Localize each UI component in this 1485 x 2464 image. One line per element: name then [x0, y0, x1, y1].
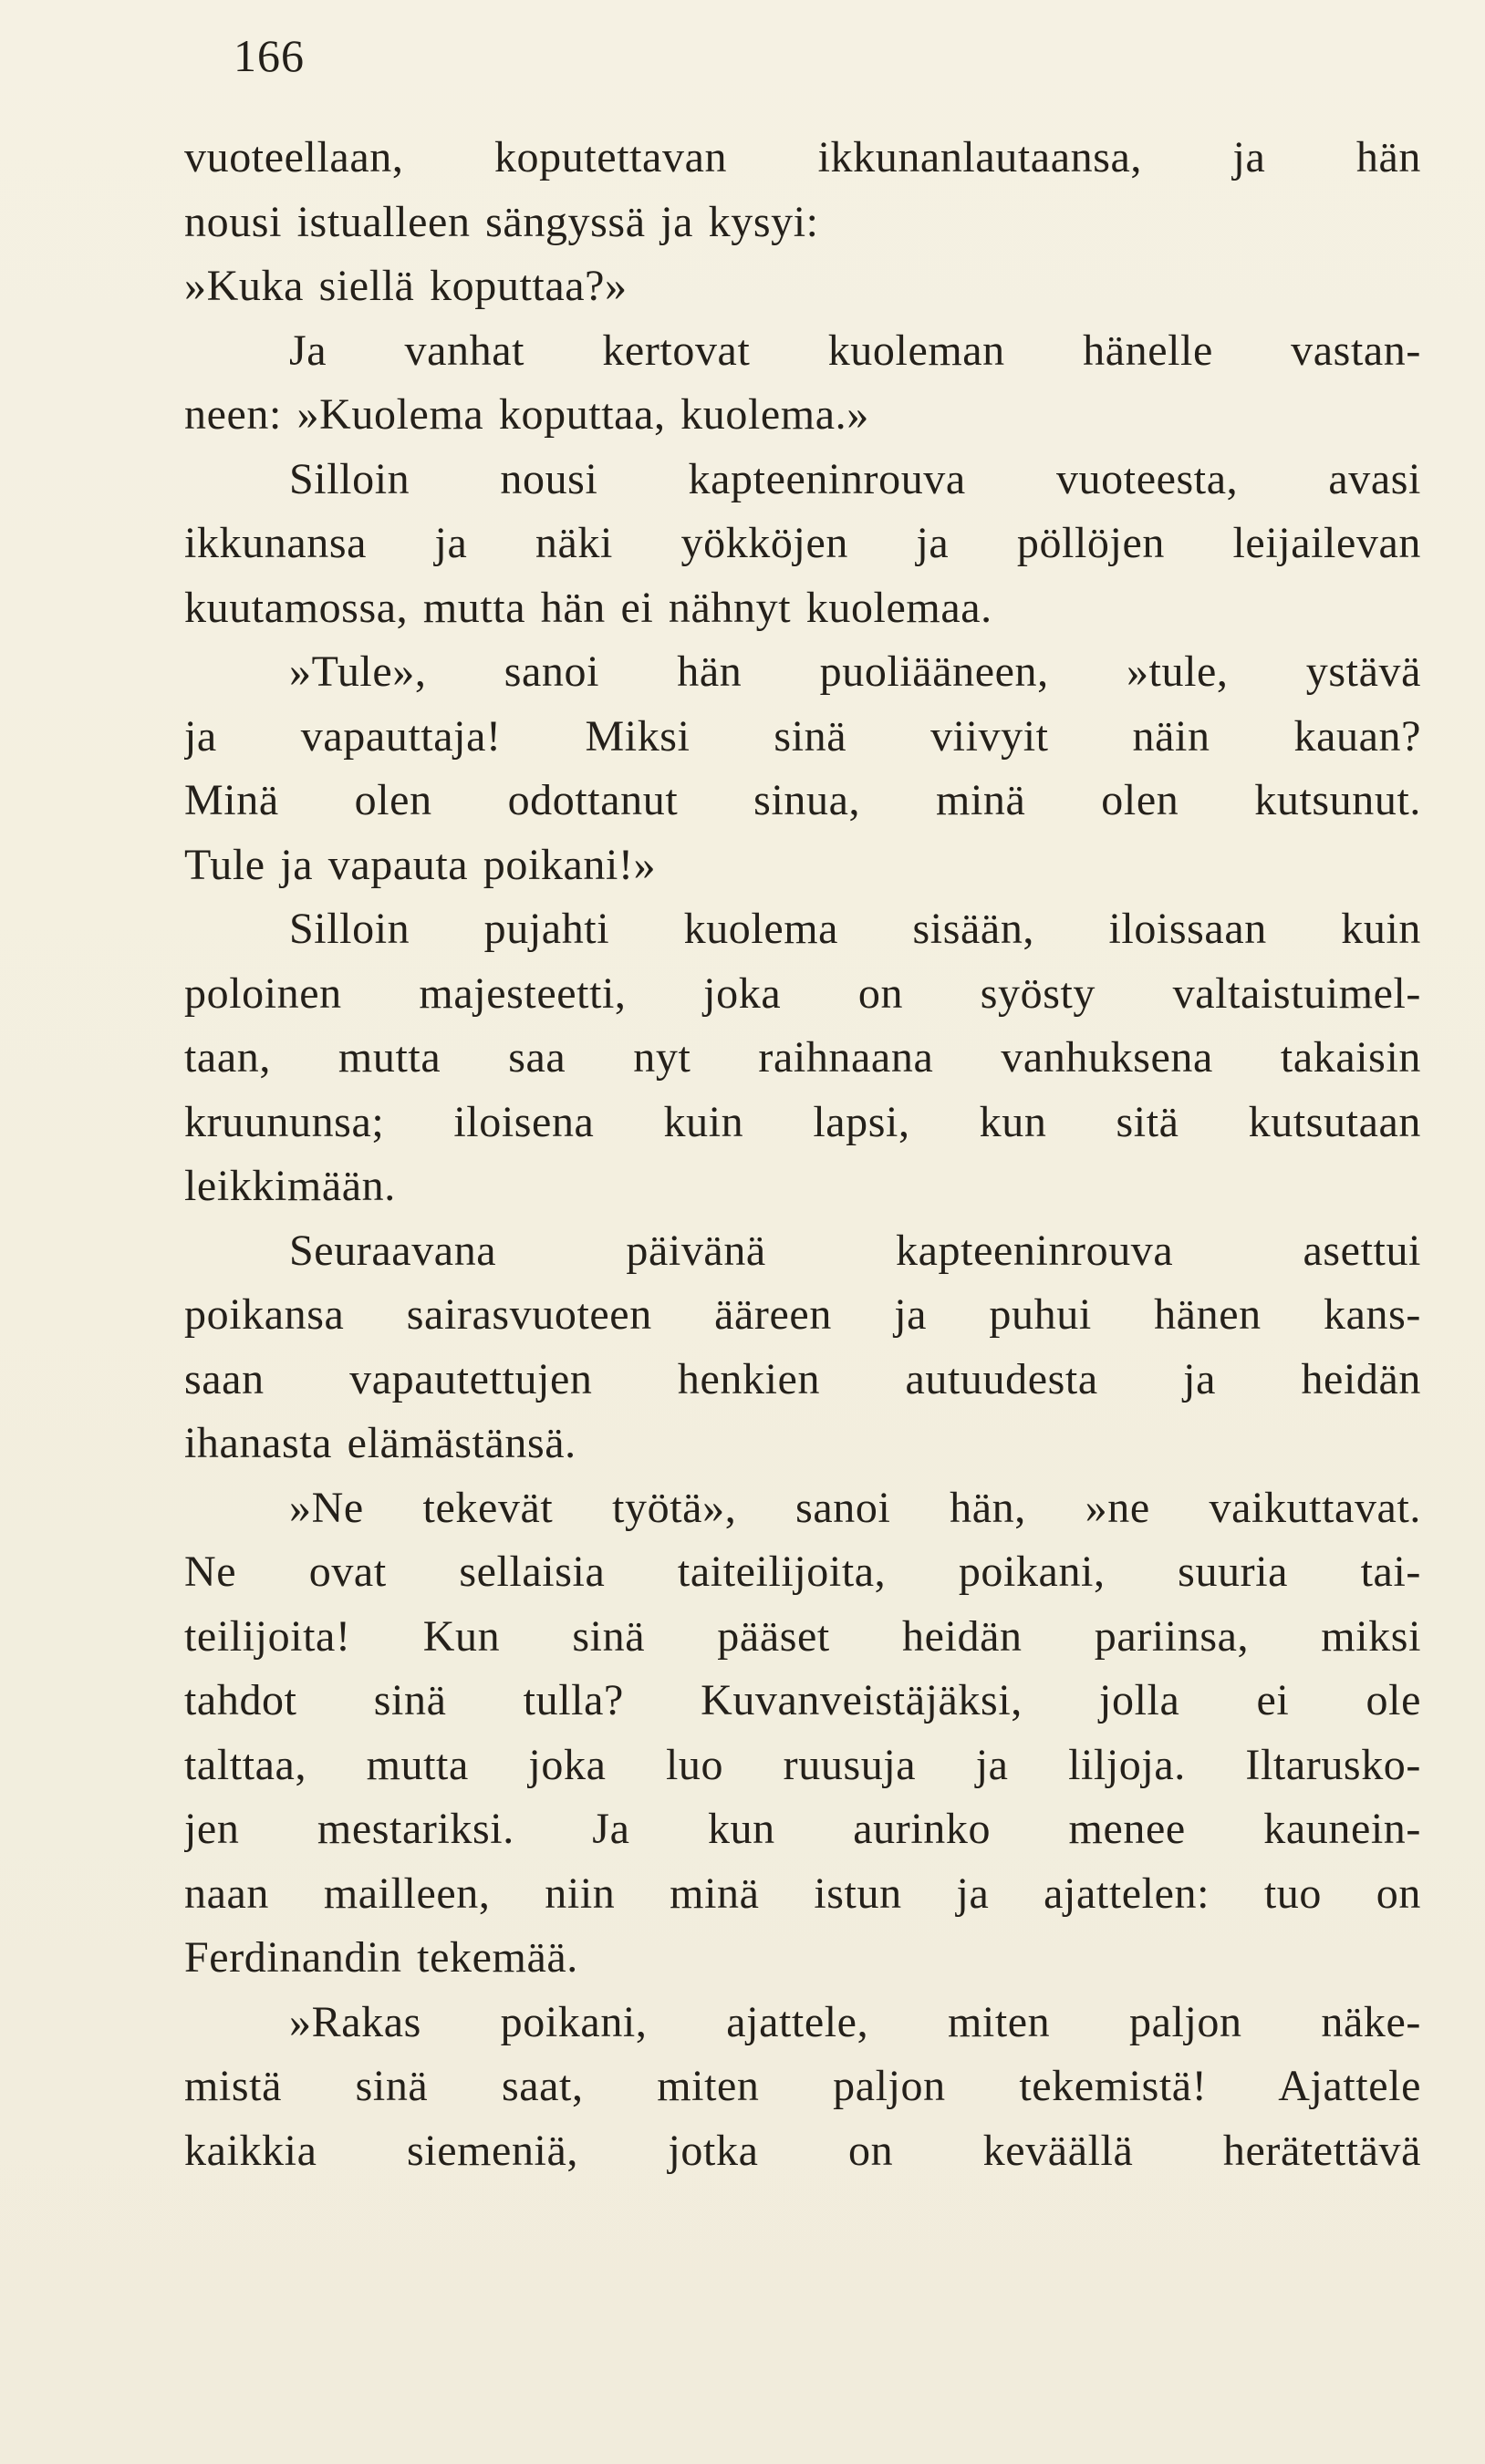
text-line: Minä olen odottanut sinua, minä olen kutsunut.	[184, 776, 1421, 824]
text-line: nousi istualleen sängyssä ja kysyi:	[184, 197, 819, 246]
text-line: saan vapautettujen henkien autuudesta ja heidän	[184, 1354, 1421, 1403]
text-line: Ne ovat sellaisia taiteilijoita, poikani, suuria tai-	[184, 1548, 1421, 1596]
text-line: kuutamossa, mutta hän ei nähnyt kuolemaa.	[184, 583, 992, 632]
text-line: leikkimään.	[184, 1162, 396, 1210]
text-line: jen mestariksi. Ja kun aurinko menee kaunein-	[184, 1805, 1421, 1853]
text-line: teilijoita! Kun sinä pääset heidän pariinsa, miksi	[184, 1611, 1421, 1661]
text-line: Ferdinandin tekemää.	[184, 1933, 578, 1982]
text-line: Ja vanhat kertovat kuoleman hänelle vastan-	[289, 326, 1421, 375]
text-line: mistä sinä saat, miten paljon tekemistä! Ajattele	[184, 2062, 1421, 2110]
body-text	[184, 126, 1421, 2183]
text-line: »Kuka siellä koputtaa?»	[184, 262, 628, 310]
text-line: »Tule», sanoi hän puoliääneen, »tule, ystävä	[289, 647, 1421, 696]
text-line: tahdot sinä tulla? Kuvanveistäjäksi, jolla ei ole	[184, 1676, 1421, 1724]
text-line: kaikkia siemeniä, jotka on keväällä herätettävä	[184, 2126, 1421, 2175]
text-line: Silloin pujahti kuolema sisään, iloissaan kuin	[289, 905, 1421, 953]
text-line: ja vapauttaja! Miksi sinä viivyit näin kauan?	[184, 711, 1421, 761]
page-number: 166	[234, 30, 305, 81]
text-line: Seuraavana päivänä kapteeninrouva asettui	[289, 1226, 1421, 1275]
text-line: neen: »Kuolema koputtaa, kuolema.»	[184, 390, 869, 439]
text-line: poikansa sairasvuoteen ääreen ja puhui hänen kans-	[184, 1290, 1421, 1339]
text-line: ihanasta elämästänsä.	[184, 1419, 576, 1467]
text-line: talttaa, mutta joka luo ruusuja ja liljoja. Iltarusko-	[184, 1740, 1421, 1789]
text-line: Tule ja vapauta poikani!»	[184, 840, 657, 889]
text-line: »Rakas poikani, ajattele, miten paljon näke-	[289, 1997, 1421, 2046]
text-line: kruununsa; iloisena kuin lapsi, kun sitä kutsutaan	[184, 1097, 1421, 1146]
text-line: taan, mutta saa nyt raihnaana vanhuksena takaisin	[184, 1033, 1421, 1082]
text-line: naan mailleen, niin minä istun ja ajattelen: tuo on	[184, 1869, 1421, 1918]
text-line: vuoteellaan, koputettavan ikkunanlautaansa, ja hän	[184, 133, 1421, 181]
text-line: Silloin nousi kapteeninrouva vuoteesta, avasi	[289, 454, 1421, 503]
text-line: ikkunansa ja näki yökköjen ja pöllöjen leijailevan	[184, 519, 1421, 567]
text-line: poloinen majesteetti, joka on syösty valtaistuimel-	[184, 968, 1421, 1018]
text-line: »Ne tekevät työtä», sanoi hän, »ne vaikuttavat.	[289, 1483, 1421, 1532]
